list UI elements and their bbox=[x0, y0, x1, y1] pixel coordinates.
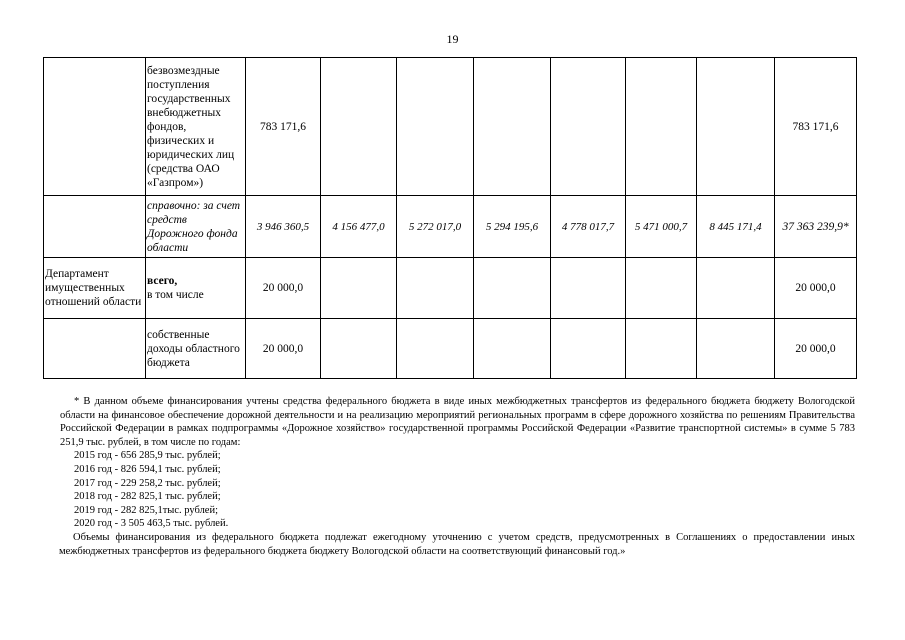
source-label: в том числе bbox=[147, 289, 204, 301]
source-cell: справочно: за счет средств Дорожного фонда области bbox=[146, 196, 246, 258]
footnote-year-line: 2016 год - 826 594,1 тыс. рублей; bbox=[74, 463, 221, 475]
value-cell bbox=[551, 319, 626, 379]
total-cell: 20 000,0 bbox=[775, 319, 857, 379]
value-cell: 3 946 360,5 bbox=[246, 196, 321, 258]
value-cell bbox=[397, 258, 474, 319]
footnote-year-line: 2020 год - 3 505 463,5 тыс. рублей. bbox=[74, 518, 229, 530]
value-cell bbox=[626, 58, 697, 196]
table-row bbox=[44, 196, 857, 258]
table-row bbox=[44, 58, 857, 196]
footnote-year-line: 2015 год - 656 285,9 тыс. рублей; bbox=[74, 450, 221, 462]
value-cell bbox=[321, 58, 397, 196]
value-cell: 20 000,0 bbox=[246, 319, 321, 379]
org-cell bbox=[44, 58, 146, 196]
footnote-main: * В данном объеме финансирования учтены средства федерального бюджета в виде иных межбюджетных трансфертов из федерального бюджета бюджету Вологодской области на финансовое обеспечение дорожной деятельности и на реализацию мероприятий региональных программ в сфере дорожного хозяйства по решениям Правительства Российской Федерации в рамках подпрограммы «Дорожное хозяйство» государственной программы Российской Федерации «Развитие транспортной системы» в сумме 5 783 251,9 тыс. рублей, в том числе по годам: bbox=[60, 396, 855, 448]
value-cell bbox=[397, 58, 474, 196]
total-cell: 20 000,0 bbox=[775, 258, 857, 319]
org-cell bbox=[44, 319, 146, 379]
total-cell: 37 363 239,9* bbox=[775, 196, 857, 258]
footnote-year-line: 2017 год - 229 258,2 тыс. рублей; bbox=[74, 477, 221, 489]
value-cell bbox=[697, 258, 775, 319]
table-row bbox=[44, 319, 857, 379]
value-cell: 20 000,0 bbox=[246, 258, 321, 319]
footnote-block bbox=[60, 395, 855, 558]
value-cell: 783 171,6 bbox=[246, 58, 321, 196]
source-cell: безвозмездные поступления государственных внебюджетных фондов, физических и юридических лиц (средства ОАО «Газпром») bbox=[146, 58, 246, 196]
value-cell bbox=[321, 319, 397, 379]
value-cell: 8 445 171,4 bbox=[697, 196, 775, 258]
source-cell bbox=[146, 258, 246, 319]
footnote-year-line: 2018 год - 282 825,1 тыс. рублей; bbox=[74, 491, 221, 503]
value-cell: 5 272 017,0 bbox=[397, 196, 474, 258]
value-cell: 4 778 017,7 bbox=[551, 196, 626, 258]
table-row bbox=[44, 258, 857, 319]
source-cell: собственные доходы областного бюджета bbox=[146, 319, 246, 379]
value-cell bbox=[697, 319, 775, 379]
value-cell bbox=[474, 58, 551, 196]
total-cell: 783 171,6 bbox=[775, 58, 857, 196]
value-cell: 5 294 195,6 bbox=[474, 196, 551, 258]
value-cell bbox=[626, 258, 697, 319]
value-cell bbox=[697, 58, 775, 196]
value-cell bbox=[626, 319, 697, 379]
value-cell bbox=[321, 258, 397, 319]
value-cell bbox=[551, 58, 626, 196]
footnote-final: Объемы финансирования из федерального бюджета подлежат ежегодному уточнению с учетом средств, предусмотренных в Соглашениях о предоставлении иных межбюджетных трансфертов из федерального бюджета бюджету Вологодской области на соответствующий финансовый год.» bbox=[59, 531, 855, 557]
org-cell: Департамент имущественных отношений области bbox=[44, 258, 146, 319]
page-number: 19 bbox=[446, 32, 459, 46]
value-cell bbox=[551, 258, 626, 319]
value-cell: 4 156 477,0 bbox=[321, 196, 397, 258]
source-bold-label: всего, bbox=[147, 275, 178, 287]
org-cell bbox=[44, 196, 146, 258]
value-cell: 5 471 000,7 bbox=[626, 196, 697, 258]
value-cell bbox=[474, 258, 551, 319]
financing-table bbox=[43, 57, 857, 379]
footnote-year-line: 2019 год - 282 825,1тыс. рублей; bbox=[74, 504, 219, 516]
value-cell bbox=[474, 319, 551, 379]
value-cell bbox=[397, 319, 474, 379]
